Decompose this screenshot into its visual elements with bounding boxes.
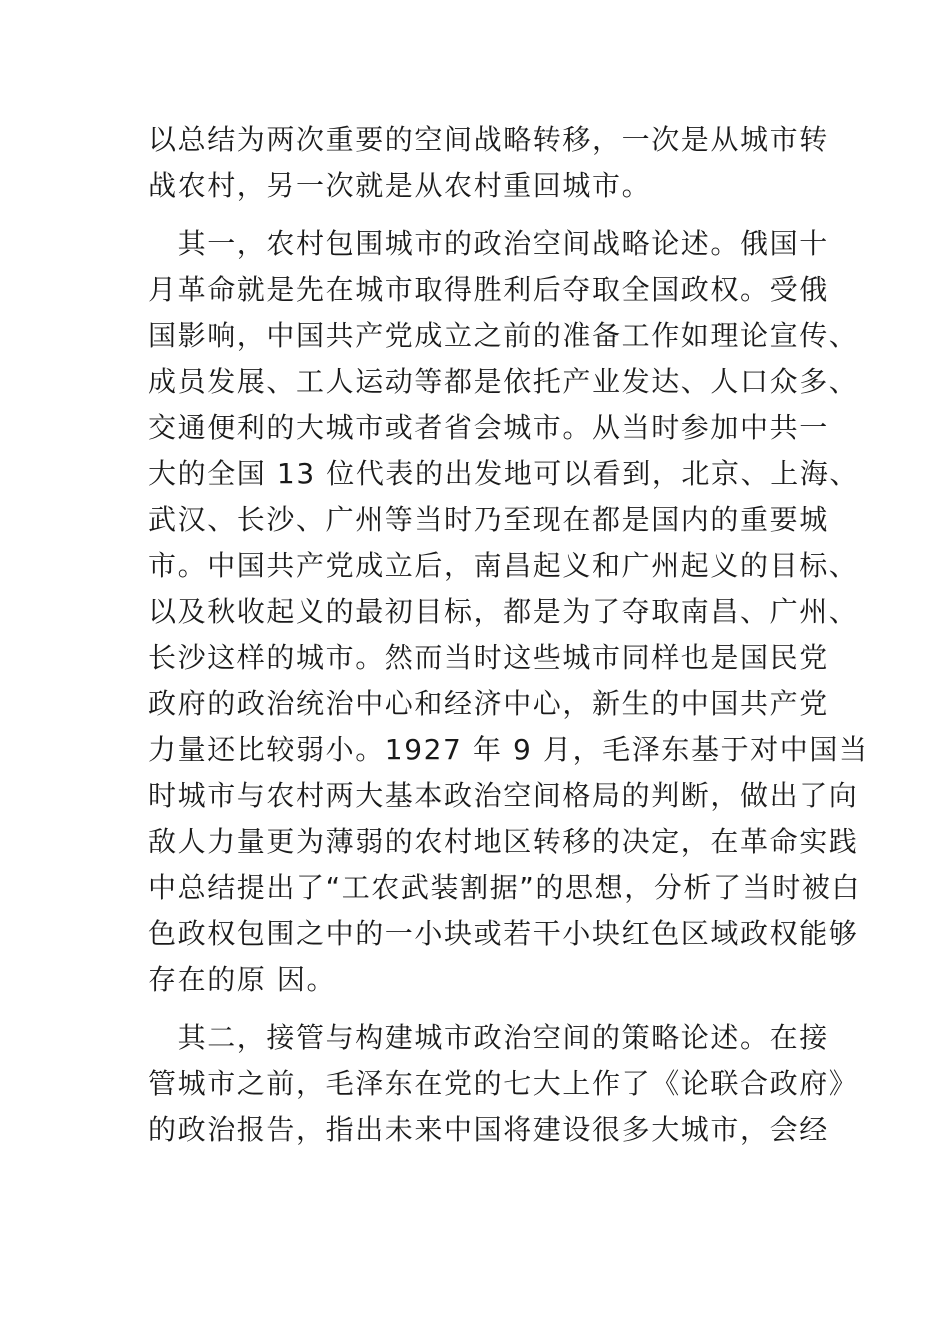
text-line: 其一，农村包围城市的政治空间战略论述。俄国十 <box>148 227 829 260</box>
text-line: 政府的政治统治中心和经济中心，新生的中国共产党 <box>148 687 829 720</box>
text-line: 力量还比较弱小。1927 年 9 月，毛泽东基于对中国当 <box>148 733 869 766</box>
text-line: 其二，接管与构建城市政治空间的策略论述。在接 <box>148 1021 829 1054</box>
text-line: 存在的原 因。 <box>148 963 337 996</box>
paragraph-3 <box>148 1015 859 1153</box>
text-line: 国影响，中国共产党成立之前的准备工作如理论宣传、 <box>148 319 859 352</box>
text-line: 战农村，另一次就是从农村重回城市。 <box>148 169 652 202</box>
text-line: 交通便利的大城市或者省会城市。从当时参加中共一 <box>148 411 829 444</box>
text-line: 中总结提出了“工农武装割据”的思想，分析了当时被白 <box>148 871 862 904</box>
text-line: 色政权包围之中的一小块或若干小块红色区域政权能够 <box>148 917 859 950</box>
text-line: 大的全国 13 位代表的出发地可以看到，北京、上海、 <box>148 457 860 490</box>
text-line: 成员发展、工人运动等都是依托产业发达、人口众多、 <box>148 365 859 398</box>
text-line: 时城市与农村两大基本政治空间格局的判断，做出了向 <box>148 779 859 812</box>
paragraph-1 <box>148 117 829 209</box>
paragraph-2 <box>148 221 869 1003</box>
text-line: 的政治报告，指出未来中国将建设很多大城市，会经 <box>148 1113 829 1146</box>
text-line: 以总结为两次重要的空间战略转移，一次是从城市转 <box>148 123 829 156</box>
text-line: 敌人力量更为薄弱的农村地区转移的决定，在革命实践 <box>148 825 859 858</box>
text-line: 长沙这样的城市。然而当时这些城市同样也是国民党 <box>148 641 829 674</box>
body-text <box>148 117 869 1153</box>
text-line: 武汉、长沙、广州等当时乃至现在都是国内的重要城 <box>148 503 829 536</box>
text-line: 市。中国共产党成立后，南昌起义和广州起义的目标、 <box>148 549 859 582</box>
text-line: 月革命就是先在城市取得胜利后夺取全国政权。受俄 <box>148 273 829 306</box>
text-line: 管城市之前，毛泽东在党的七大上作了《论联合政府》 <box>148 1067 859 1100</box>
text-line: 以及秋收起义的最初目标，都是为了夺取南昌、广州、 <box>148 595 859 628</box>
